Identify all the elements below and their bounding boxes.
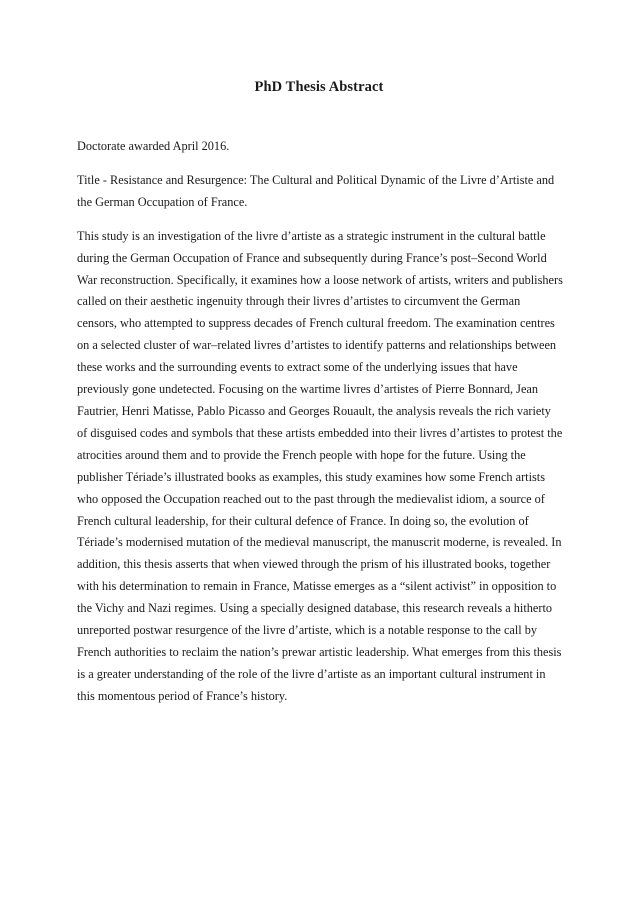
- abstract-paragraph: This study is an investigation of the livre d’artiste as a strategic instrument in the cultural battle during the German Occupation of France and subsequently during France’s post–Second World War reconstruction. Specifically, it examines how a loose network of artists, writers and publishers called on their aesthetic ingenuity through their livres d’artistes to circumvent the German censors, who attempted to suppress decades of French cultural freedom. The examination centres on a selected cluster of war–related livres d’artistes to identify patterns and relationships between these works and the surrounding events to extract some of the underlying issues that have previously gone undetected. Focusing on the wartime livres d’artistes of Pierre Bonnard, Jean Fautrier, Henri Matisse, Pablo Picasso and Georges Rouault, the analysis reveals the rich variety of disguised codes and symbols that these artists embedded into their livres d’artistes to protest the atrocities around them and to provide the French people with hope for the future. Using the publisher Tériade’s illustrated books as examples, this study examines how some French artists who opposed the Occupation reached out to the past through the medievalist idiom, a source of French cultural leadership, for their cultural defence of France. In doing so, the evolution of Tériade’s modernised mutation of the medieval manuscript, the manuscrit moderne, is revealed. In addition, this thesis asserts that when viewed through the prism of his illustrated books, together with his determination to remain in France, Matisse emerges as a “silent activist” in opposition to the Vichy and Nazi regimes. Using a specially designed database, this research reveals a hitherto unreported postwar resurgence of the livre d’artiste, which is a notable response to the call by French authorities to reclaim the nation’s prewar artistic leadership. What emerges from this thesis is a greater understanding of the role of the livre d’artiste as an important cultural instrument in this momentous period of France’s history.: [77, 228, 563, 703]
- document-title: PhD Thesis Abstract: [254, 79, 384, 95]
- thesis-title-paragraph: Title - Resistance and Resurgence: The Cultural and Political Dynamic of the Livre d’Artiste and the German Occupation of France.: [77, 172, 555, 209]
- doctorate-awarded-line: Doctorate awarded April 2016.: [77, 139, 230, 153]
- document-body: [77, 136, 563, 720]
